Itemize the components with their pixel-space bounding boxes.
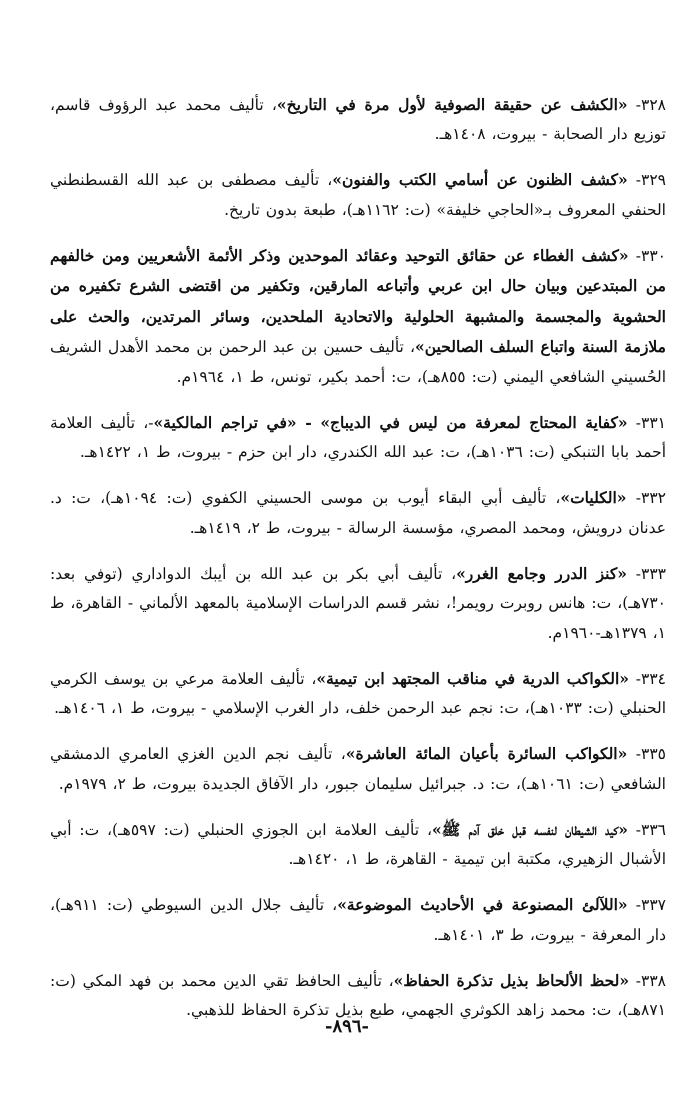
bibliography-entry <box>50 90 666 150</box>
entry-number: ٣٣٧- <box>635 896 666 914</box>
entry-title: «الكليات» <box>560 488 627 507</box>
entry-number: ٣٣٨- <box>635 971 666 990</box>
entry-title: «لحظ الألحاظ بذيل تذكرة الحفاظ» <box>393 970 630 990</box>
entry-number: ٣٣٦- <box>635 820 666 839</box>
entry-number: ٣٣٤- <box>635 669 666 688</box>
bibliography-entry <box>50 664 666 724</box>
entry-number: ٣٢٩- <box>635 171 666 189</box>
entry-details: ، تأليف العلامة ابن الجوزي الحنبلي (ت: ٥٩٧هـ)، ت: أبي الأشبال الزهيري، مكتبة ابن تيمية - القاهرة، ط ١، ١٤٢٠هـ. <box>50 820 666 868</box>
bibliography-entry <box>50 890 666 950</box>
entry-title: «الكواكب الدرية في مناقب المجتهد ابن تيمية» <box>316 668 629 688</box>
entry-title: «كيد الشيطان لنفسه قبل خلق آدم ﷺ» <box>431 819 628 839</box>
entry-number: ٣٢٨- <box>635 95 666 114</box>
page-number: -٨٩٦- <box>325 1016 369 1037</box>
entry-details: ، تأليف أبي البقاء أيوب بن موسى الحسيني الكفوي (ت: ١٠٩٤هـ)، ت: د. عدنان درويش، ومحمد المصري، مؤسسة الرسالة - بيروت، ط ٢، ١٤١٩هـ. <box>50 489 666 537</box>
bibliography-entry <box>50 739 666 799</box>
entry-number: ٣٣٠- <box>635 246 666 265</box>
bibliography-entry <box>50 815 666 875</box>
entry-details: ، تأليف نجم الدين الغزي العامري الدمشقي الشافعي (ت: ١٠٦١هـ)، ت: د. جبرائيل سليمان جبور، دار الآفاق الجديدة بيروت، ط ٢، ١٩٧٩م. <box>50 745 666 793</box>
entry-details: ، تأليف جلال الدين السيوطي (ت: ٩١١هـ)، دار المعرفة - بيروت، ط ٣، ١٤٠١هـ. <box>50 896 666 944</box>
entry-title: «الكشف عن حقيقة الصوفية لأول مرة في التاريخ» <box>276 94 628 114</box>
entry-title: «كشف الغطاء عن حقائق التوحيد وعقائد الموحدين وذكر الأئمة الأشعريين ومن خالفهم من المبتدعين وبيان حال ابن عربي وأتباعه المارقين، وتكفير من اقتضى الشرع تكفيره من الحشوية والمجسمة والمشبهة الحلولية والاتحادية الملحدين، وسائر المرتدين، والحث على ملازمة السنة واتباع السلف الصالحين» <box>50 245 666 356</box>
entry-details: ، تأليف مصطفى بن عبد الله القسطنطني الحنفي المعروف بـ«الحاجي خليفة» (ت: ١١٦٢هـ)، طبعة بدون تاريخ. <box>50 171 666 219</box>
bibliography-entry <box>50 483 666 543</box>
entry-title: «الكواكب السائرة بأعيان المائة العاشرة» <box>345 744 628 763</box>
entry-details: ، تأليف أبي بكر بن عبد الله بن أيبك الدواداري (توفي بعد: ٧٣٠هـ)، ت: هانس روبرت رويمر!، نشر قسم الدراسات الإسلامية بالمعهد الألماني - القاهرة، ط ١، ١٣٧٩هـ-١٩٦٠م. <box>50 564 666 642</box>
entry-details: ، تأليف حسين بن عبد الرحمن بن محمد الأهدل الشريف الحُسيني الشافعي اليمني (ت: ٨٥٥هـ)، ت: أحمد بكير، تونس، ط ١، ١٩٦٤م. <box>50 338 666 386</box>
entry-number: ٣٣٥- <box>635 745 667 763</box>
bibliography-entry <box>50 559 666 649</box>
entry-number: ٣٣٢- <box>635 489 666 507</box>
bibliography-list <box>50 74 666 1035</box>
entry-title: «اللآلئ المصنوعة في الأحاديث الموضوعة» <box>337 895 628 914</box>
entry-details: -، تأليف العلامة أحمد بابا التنبكي (ت: ١٠٣٦هـ)، ت: عبد الله الكندري، دار ابن حزم - بيروت، ط ١، ١٤٢٢هـ. <box>50 413 666 461</box>
entry-number: ٣٣١- <box>635 413 666 432</box>
entry-details: ، تأليف العلامة مرعي بن يوسف الكرمي الحنبلي (ت: ١٠٣٣هـ)، ت: نجم عبد الرحمن خلف، دار الغرب الإسلامي - بيروت، ط ١، ١٤٠٦هـ. <box>50 669 666 717</box>
entry-title: «كشف الظنون عن أسامي الكتب والفنون» <box>332 170 628 189</box>
entry-details: ، تأليف الحافظ تقي الدين محمد بن فهد المكي (ت: ٨٧١هـ)، ت: محمد زاهد الكوثري الجهمي، طبع بذيل تذكرة الحفاظ للذهبي. <box>50 971 666 1019</box>
entry-details: ، تأليف محمد عبد الرؤوف قاسم، توزيع دار الصحابة - بيروت، ١٤٠٨هـ. <box>50 95 666 143</box>
bibliography-entry <box>50 241 666 393</box>
entry-number: ٣٣٣- <box>635 564 666 583</box>
bibliography-entry <box>50 165 666 225</box>
entry-title: «كنز الدرر وجامع الغرر» <box>456 563 627 583</box>
bibliography-entry <box>50 408 666 468</box>
entry-title: «كفاية المحتاج لمعرفة من ليس في الديباج» - «في تراجم المالكية» <box>153 412 628 432</box>
